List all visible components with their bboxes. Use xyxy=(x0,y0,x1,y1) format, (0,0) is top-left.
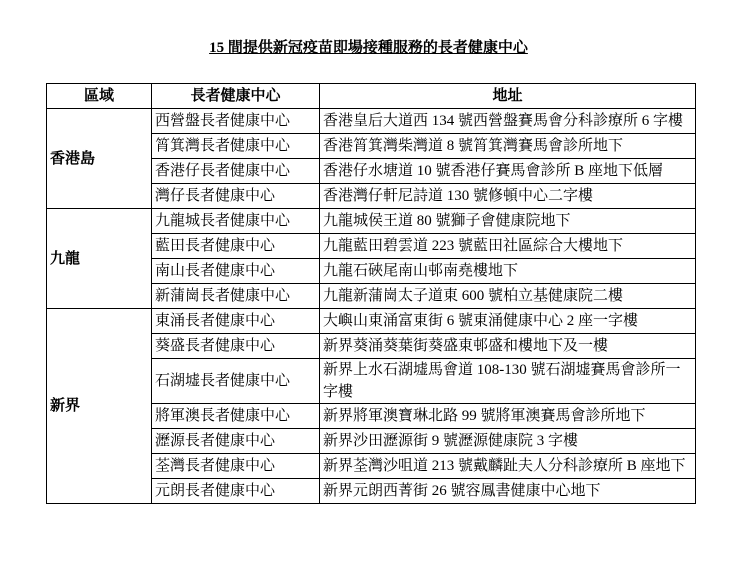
address-cell: 新界元朗西菁街 26 號容鳳書健康中心地下 xyxy=(320,479,696,504)
address-cell: 九龍新蒲崗太子道東 600 號柏立基健康院二樓 xyxy=(320,284,696,309)
table-row xyxy=(47,209,696,234)
address-cell: 九龍藍田碧雲道 223 號藍田社區綜合大樓地下 xyxy=(320,234,696,259)
centre-name-cell: 筲箕灣長者健康中心 xyxy=(152,134,320,159)
address-cell: 香港灣仔軒尼詩道 130 號修頓中心二字樓 xyxy=(320,184,696,209)
header-region: 區域 xyxy=(47,84,152,109)
centre-name-cell: 灣仔長者健康中心 xyxy=(152,184,320,209)
centre-name-cell: 石湖墟長者健康中心 xyxy=(152,359,320,404)
centre-name-cell: 將軍澳長者健康中心 xyxy=(152,404,320,429)
region-cell: 新界 xyxy=(47,309,152,504)
address-cell: 香港筲箕灣柴灣道 8 號筲箕灣賽馬會診所地下 xyxy=(320,134,696,159)
centre-name-cell: 荃灣長者健康中心 xyxy=(152,454,320,479)
header-address: 地址 xyxy=(320,84,696,109)
address-cell: 香港仔水塘道 10 號香港仔賽馬會診所 B 座地下低層 xyxy=(320,159,696,184)
address-cell: 新界沙田瀝源街 9 號瀝源健康院 3 字樓 xyxy=(320,429,696,454)
address-cell: 新界葵涌葵葉街葵盛東邨盛和樓地下及一樓 xyxy=(320,334,696,359)
centre-name-cell: 西營盤長者健康中心 xyxy=(152,109,320,134)
centre-name-cell: 東涌長者健康中心 xyxy=(152,309,320,334)
address-cell: 新界上水石湖墟馬會道 108-130 號石湖墟賽馬會診所一字樓 xyxy=(320,359,696,404)
table-row xyxy=(47,109,696,134)
centre-name-cell: 九龍城長者健康中心 xyxy=(152,209,320,234)
page-title: 15 間提供新冠疫苗即場接種服務的長者健康中心 xyxy=(209,40,528,56)
centre-name-cell: 新蒲崗長者健康中心 xyxy=(152,284,320,309)
region-cell: 九龍 xyxy=(47,209,152,309)
region-cell: 香港島 xyxy=(47,109,152,209)
header-row xyxy=(47,84,696,109)
address-cell: 大嶼山東涌富東街 6 號東涌健康中心 2 座一字樓 xyxy=(320,309,696,334)
address-cell: 新界將軍澳寶琳北路 99 號將軍澳賽馬會診所地下 xyxy=(320,404,696,429)
centre-name-cell: 葵盛長者健康中心 xyxy=(152,334,320,359)
address-cell: 九龍石硤尾南山邨南堯樓地下 xyxy=(320,259,696,284)
centre-name-cell: 元朗長者健康中心 xyxy=(152,479,320,504)
address-cell: 九龍城侯王道 80 號獅子會健康院地下 xyxy=(320,209,696,234)
centre-name-cell: 藍田長者健康中心 xyxy=(152,234,320,259)
header-centre: 長者健康中心 xyxy=(152,84,320,109)
centre-name-cell: 南山長者健康中心 xyxy=(152,259,320,284)
centres-table xyxy=(46,83,696,504)
centre-name-cell: 香港仔長者健康中心 xyxy=(152,159,320,184)
address-cell: 新界荃灣沙咀道 213 號戴麟趾夫人分科診療所 B 座地下 xyxy=(320,454,696,479)
table-row xyxy=(47,309,696,334)
address-cell: 香港皇后大道西 134 號西營盤賽馬會分科診療所 6 字樓 xyxy=(320,109,696,134)
centre-name-cell: 瀝源長者健康中心 xyxy=(152,429,320,454)
